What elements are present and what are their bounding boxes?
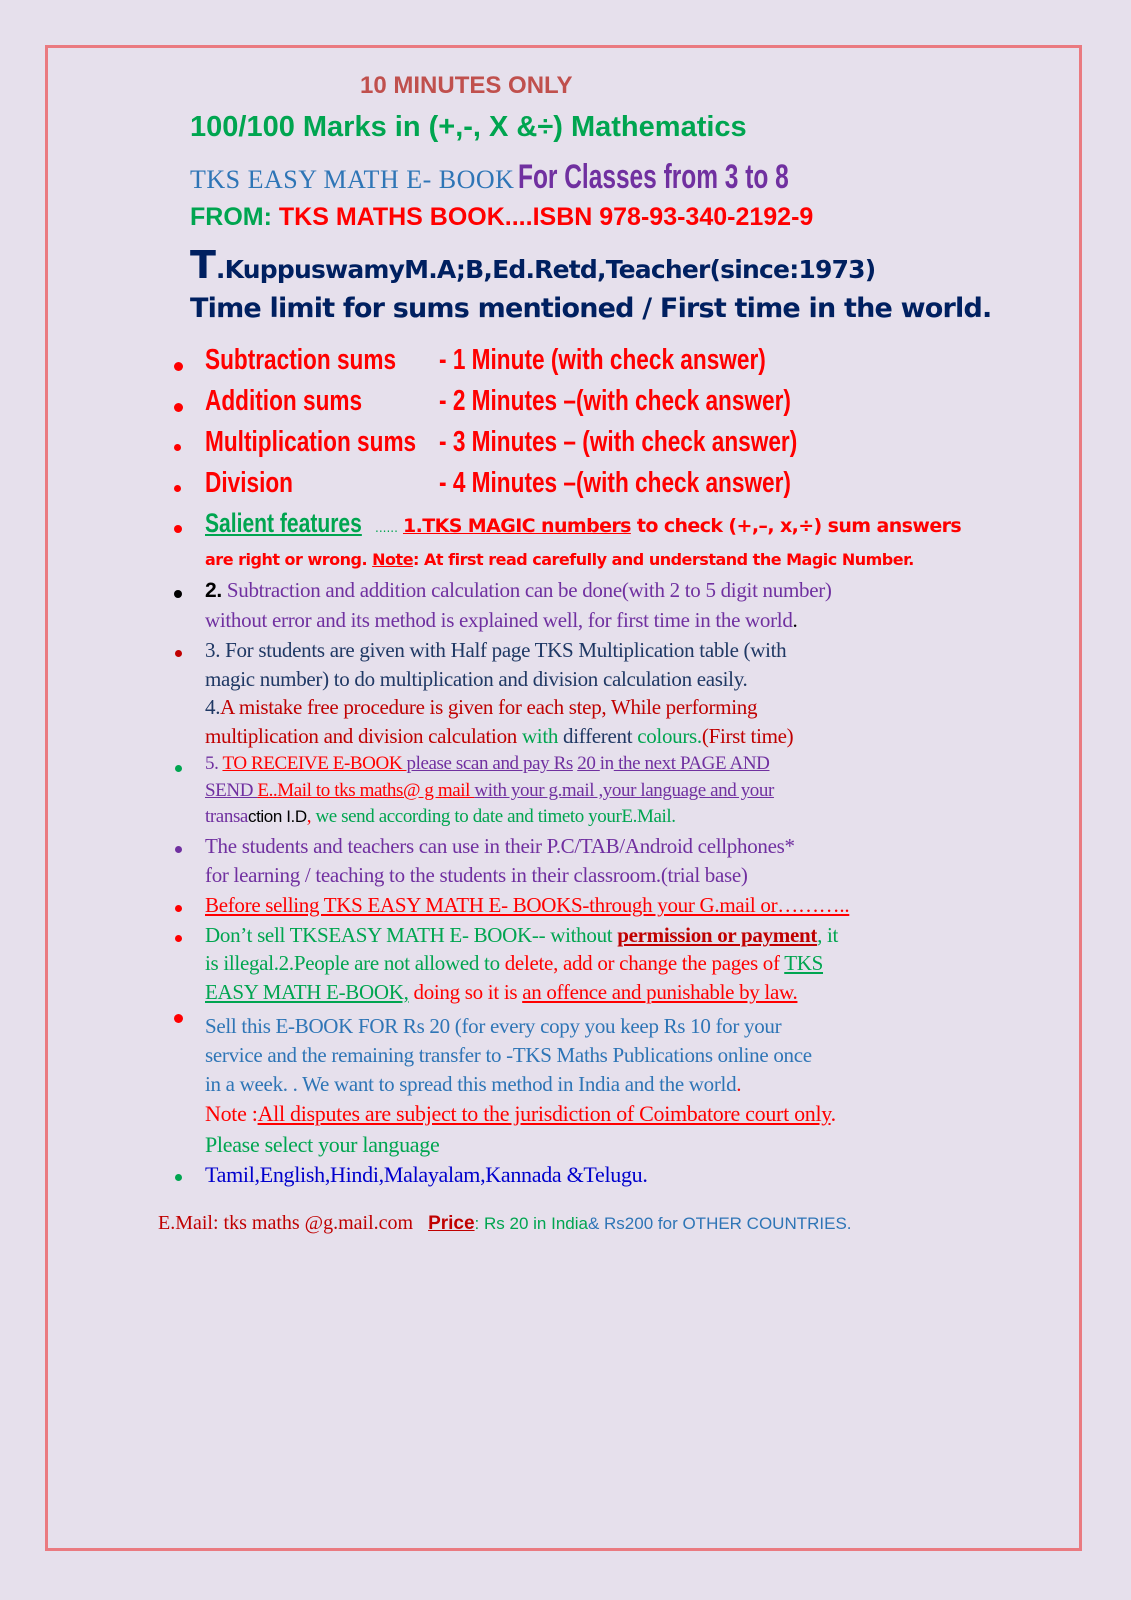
tks-word: TKS <box>784 951 824 975</box>
note-text: : At first read carefully and understand the Magic Number. <box>413 550 914 569</box>
author-name: .KuppuswamyM.A;B,Ed.Retd,Teacher(since:1973) <box>215 255 876 284</box>
permission-payment: permission or payment <box>617 923 818 947</box>
timing-limit: - 2 Minutes –(with check answer) <box>439 385 791 417</box>
before-selling: Before selling TKS EASY MATH E- BOOKS-through your G.mail or……….. <box>205 893 850 917</box>
disputes-a: All disputes are subject <box>257 1101 462 1126</box>
bullet-icon <box>175 650 182 657</box>
timing-operation: Subtraction sums <box>205 344 397 376</box>
dont-sell-line3 <box>205 980 797 1005</box>
magic-line2: are right or wrong. <box>205 550 373 569</box>
banner-title: 10 MINUTES ONLY <box>360 72 573 99</box>
delete-add-change: delete, add or change the pages of <box>504 951 785 975</box>
comma: , <box>306 806 312 827</box>
bullet-icon <box>174 525 182 533</box>
bullet-icon <box>174 362 183 371</box>
bullet-icon <box>174 1014 183 1023</box>
salient-label: Salient features <box>205 508 362 538</box>
feature-2-line2 <box>205 608 798 633</box>
doing-so: doing so it is <box>408 980 523 1004</box>
bullet-icon <box>175 905 182 912</box>
word-colours: colours. <box>637 724 702 748</box>
bullet-icon <box>175 765 182 772</box>
feature-3-line1: 3. For students are given with Half page TKS Multiplication table (with <box>205 638 787 662</box>
timing-row <box>205 426 964 459</box>
feature-2-number: 2. <box>205 579 222 602</box>
timing-operation: Division <box>205 467 293 499</box>
feature-2-line1 <box>205 578 832 603</box>
receive-ebook: TO RECEIVE E-BOOK <box>222 753 407 774</box>
isbn-line <box>190 203 813 232</box>
scan-pay: please scan and pay Rs <box>406 753 573 774</box>
timing-limit: - 1 Minute (with check answer) <box>439 344 766 376</box>
timing-limit: - 4 Minutes –(with check answer) <box>439 467 791 499</box>
period: . <box>736 1072 742 1096</box>
bullet-icon <box>174 590 182 598</box>
magic-numbers-title: 1.TKS MAGIC numbers <box>402 515 631 537</box>
feature-4-text: A mistake free procedure is given for each step, While performing <box>220 695 758 719</box>
salient-features-line <box>205 508 961 539</box>
feature-4-line2 <box>205 724 793 749</box>
disputes-b: to the jurisdiction of Coimbatore court only <box>461 1101 831 1126</box>
note-label: Note <box>372 550 414 569</box>
transaction-b: ction I.D <box>247 807 307 826</box>
sell-line3 <box>205 1072 741 1097</box>
dont-sell-line2 <box>205 951 823 976</box>
price-label: Price <box>428 1213 475 1234</box>
price-other: & Rs200 for OTHER COUNTRIES. <box>587 1214 852 1233</box>
feature-2-text: Subtraction and addition calculation can be done(with 2 to 5 digit number) <box>221 578 832 602</box>
pay-amount: 20 <box>577 753 600 774</box>
book-name: TKS EASY MATH E- BOOK <box>190 165 515 194</box>
author-initial: T <box>190 243 216 287</box>
note-label: Note : <box>205 1101 258 1126</box>
transaction-a: transa <box>205 806 248 827</box>
footer-email[interactable]: E.Mail: tks maths @g.mail.com <box>158 1212 414 1234</box>
period: . <box>830 1101 836 1126</box>
isbn-value: TKS MATHS BOOK....ISBN 978-93-340-2192-9 <box>278 203 814 231</box>
timing-operation: Addition sums <box>205 385 363 417</box>
bullet-icon <box>175 846 182 853</box>
feature-2-text2: without error and its method is explained well, for first time in the world <box>205 608 793 632</box>
price-colon: : <box>474 1214 480 1233</box>
offence-text: an offence and punishable by law. <box>522 980 798 1004</box>
timing-row <box>205 467 956 500</box>
feature-4-line1 <box>205 695 757 720</box>
magic-note-line <box>205 550 914 569</box>
sell-line2: service and the remaining transfer to -TKS Maths Publications online once <box>205 1043 812 1067</box>
timing-row <box>205 385 956 418</box>
feature-5-number: 5. <box>205 753 223 774</box>
select-language: Please select your language <box>205 1132 440 1157</box>
dont-sell-text: Don’t sell TKSEASY MATH E- BOOK-- without <box>205 923 618 947</box>
feature-5-line2 <box>205 780 774 802</box>
bullet-icon <box>175 935 182 942</box>
email-target[interactable]: E..Mail to tks maths@ g mail <box>257 780 475 801</box>
magic-numbers-desc: to check (+,–, x,÷) sum answers <box>630 515 962 537</box>
timing-row <box>205 344 924 377</box>
bullet-icon <box>174 485 181 492</box>
word-with: with <box>521 724 559 748</box>
note-line <box>205 1101 836 1127</box>
bullet-icon <box>175 1174 182 1181</box>
devices-line2: for learning / teaching to the students in their classroom.(trial base) <box>205 863 748 887</box>
dont-sell-end: , it <box>817 923 839 947</box>
salient-dots: ...... <box>375 521 398 535</box>
word-different: different <box>563 724 633 748</box>
classes-range: For Classes from 3 to 8 <box>518 158 790 196</box>
book-title-line <box>190 158 894 197</box>
next-page: the next PAGE AND <box>613 753 770 774</box>
bullet-icon <box>174 444 181 451</box>
sell-text3: in a week. . We want to spread this method in India and the world <box>205 1072 737 1096</box>
devices-line1: The students and teachers can use in their P.C/TAB/Android cellphones* <box>205 834 795 858</box>
easy-math-ebook: EASY MATH E-BOOK, <box>205 980 409 1004</box>
first-time: (First time) <box>701 724 794 748</box>
feature-4-text2: multiplication and division calculation <box>205 724 522 748</box>
send-back: we send according to date and timeto yourE.Mail. <box>311 806 676 827</box>
price-india: Rs 20 in India <box>479 1214 588 1233</box>
send-with: with your g.mail ,your language and your <box>474 780 774 801</box>
from-label: FROM: <box>190 203 272 231</box>
sell-line1: Sell this E-BOOK FOR Rs 20 (for every copy you keep Rs 10 for your <box>205 1014 782 1038</box>
subtitle: 100/100 Marks in (+,-, X &÷) Mathematics <box>190 111 747 143</box>
feature-5-line1 <box>205 753 769 775</box>
bullet-icon <box>174 403 183 412</box>
tagline: Time limit for sums mentioned / First time in the world. <box>190 293 992 324</box>
feature-4-number: 4. <box>205 695 221 719</box>
send-label: SEND <box>205 780 258 801</box>
timing-operation: Multiplication sums <box>205 426 417 458</box>
illegal-text: is illegal.2.People are not allowed to <box>205 951 505 975</box>
period: . <box>792 608 798 632</box>
word-in: in <box>599 753 614 774</box>
dont-sell-line1 <box>205 923 838 948</box>
author-line <box>190 243 875 287</box>
footer-line <box>158 1212 852 1235</box>
feature-3-line2: magic number) to do multiplication and division calculation easily. <box>205 667 748 691</box>
feature-5-line3 <box>205 806 676 828</box>
timing-limit: - 3 Minutes – (with check answer) <box>439 426 798 458</box>
languages-list: Tamil,English,Hindi,Malayalam,Kannada &Telugu. <box>205 1162 648 1187</box>
